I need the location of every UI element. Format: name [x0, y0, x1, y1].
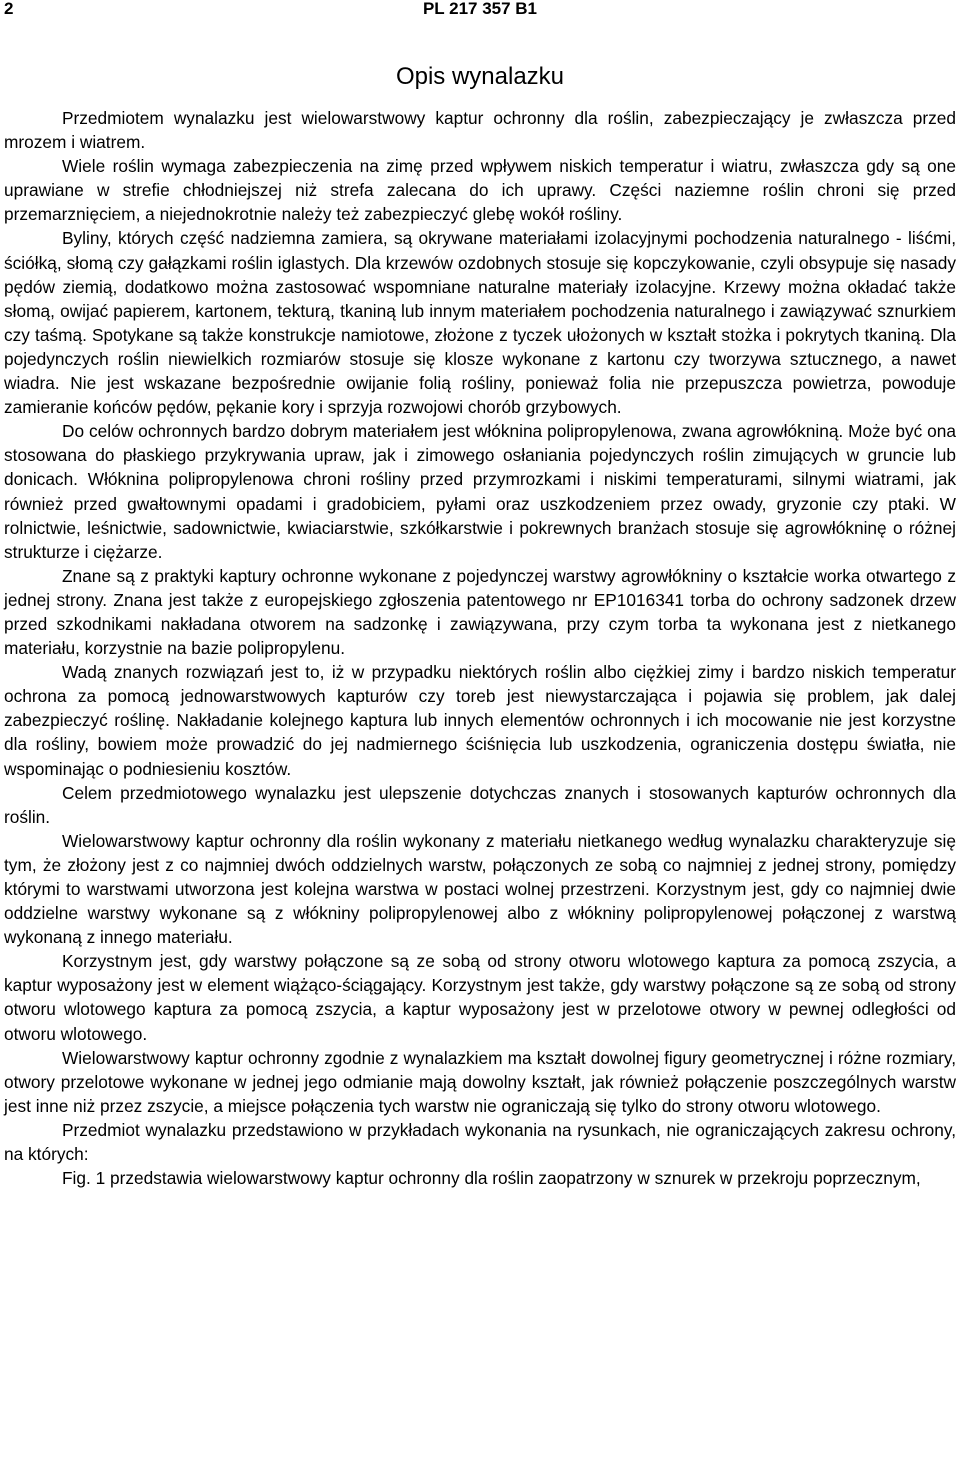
- paragraph: Wielowarstwowy kaptur ochronny zgodnie z wynalazkiem ma kształt dowolnej figury geometrycznej i różne rozmiary, otwory przelotowe wykonane w jednej jego odmianie mają dowolny kształt, jak również połączenie poszczególnych warstw jest inne niż przez zszycie, a miejsce połączenia tych warstw nie ograniczają się tylko do strony otworu wlotowego.: [4, 1047, 956, 1116]
- paragraph: Do celów ochronnych bardzo dobrym materiałem jest włóknina polipropylenowa, zwana agrowłókniną. Może być ona stosowana do płaskiego przykrywania upraw, jak i zimowego osłaniania pojedynczych roślin zimujących w gruncie lub donicach. Włóknina polipropylenowa chroni rośliny przed przymrozkami i niskimi temperaturami, silnymi wiatrami, jak również przed gwałtownymi opadami i gradobiciem, pyłami oraz uszkodzeniem przez owady, gryzonie czy ptaki. W rolnictwie, leśnictwie, sadownictwie, kwiaciarstwie, szkółkarstwie i pokrewnych branżach stosuje się agrowłókninę o różnej strukturze i ciężarze.: [4, 421, 956, 562]
- paragraph: Celem przedmiotowego wynalazku jest ulepszenie dotychczas znanych i stosowanych kapturów ochronnych dla roślin.: [4, 782, 956, 827]
- paragraph: Wadą znanych rozwiązań jest to, iż w przypadku niektórych roślin albo ciężkiej zimy i bardzo niskich temperatur ochrona za pomocą jednowarstwowych kapturów czy toreb jest niewystarczająca i pojawia się problem, jak dalej zabezpieczyć roślinę. Nakładanie kolejnego kaptura lub innych elementów ochronnych i ich mocowanie nie jest korzystne dla rośliny, bowiem może prowadzić do jej nadmiernego ściśnięcia lub uszkodzenia, ograniczenia dostępu światła, nie wspominając o podniesieniu kosztów.: [4, 662, 956, 779]
- patent-number: PL 217 357 B1: [422, 0, 538, 18]
- paragraph: Przedmiot wynalazku przedstawiono w przykładach wykonania na rysunkach, nie ograniczających zakresu ochrony, na których:: [4, 1119, 956, 1165]
- paragraph: Wielowarstwowy kaptur ochronny dla roślin wykonany z materiału nietkanego według wynalazku charakteryzuje się tym, że złożony jest z co najmniej dwóch oddzielnych warstw, połączonych ze sobą co najmniej z jednej strony, pomiędzy którymi to warstwami utworzona jest kolejna warstwa w postaci wolnej przestrzeni. Korzystnym jest, gdy co najmniej dwie oddzielne warstwy wykonane są z włókniny polipropylenowej albo z włókniny polipropylenowej połączonej z warstwą wykonaną z innego materiału.: [4, 830, 956, 948]
- paragraph: Wiele roślin wymaga zabezpieczenia na zimę przed wpływem niskich temperatur i wiatru, zwłaszcza gdy są one uprawiane w strefie chłodniejszej niż strefa zalecana do ich uprawy. Części naziemne roślin chroni się przed przemarznięciem, a niejednokrotnie należy też zabezpieczyć glebę wokół rośliny.: [4, 156, 956, 225]
- paragraph: Fig. 1 przedstawia wielowarstwowy kaptur ochronny dla roślin zaopatrzony w sznurek w przekroju poprzecznym,: [62, 1168, 921, 1189]
- paragraph: Byliny, których część nadziemna zamiera, są okrywane materiałami izolacyjnymi pochodzenia naturalnego - liśćmi, ściółką, słomą czy gałązkami roślin iglastych. Dla krzewów ozdobnych stosuje się kopczykowanie, czyli obsypuje się nasady pędów ziemią, dodatkowo można zastosować wspomniane naturalne materiały izolacyjne. Krzewy można okładać także słomą, owijać papierem, kartonem, tekturą, tkaniną lub innym materiałem pochodzenia naturalnego i zawiązywać sznurkiem czy taśmą. Spotykane są także konstrukcje namiotowe, złożone z tyczek ułożonych w kształt stożka i pokrytych tkaniną. Dla pojedynczych roślin niewielkich rozmiarów stosuje się klosze wykonane z kartonu czy tworzywa sztucznego, a nawet wiadra. Nie jest wskazane bezpośrednie owijanie folią rośliny, ponieważ folia nie przepuszcza powietrza, powoduje zamieranie końców pędów, pękanie kory i sprzyja rozwojowi chorób grzybowych.: [4, 228, 956, 418]
- paragraph: Korzystnym jest, gdy warstwy połączone są ze sobą od strony otworu wlotowego kaptura za pomocą zszycia, a kaptur wyposażony jest w element wiążąco-ściągający. Korzystnym jest także, gdy warstwy połączone są ze sobą od strony otworu wlotowego kaptura za pomocą zszycia, a kaptur wyposażony jest w przelotowe otwory w pewnej odległości od otworu wlotowego.: [4, 951, 956, 1044]
- page-number: 2: [4, 0, 14, 18]
- section-title: Opis wynalazku: [395, 63, 565, 90]
- paragraph: Przedmiotem wynalazku jest wielowarstwowy kaptur ochronny dla roślin, zabezpieczający je zwłaszcza przed mrozem i wiatrem.: [4, 108, 956, 153]
- paragraph: Znane są z praktyki kaptury ochronne wykonane z pojedynczej warstwy agrowłókniny o kształcie worka otwartego z jednej strony. Znana jest także z europejskiego zgłoszenia patentowego nr EP1016341 torba do ochrony sadzonek drzew przed szkodnikami nakładana otworem na sadzonkę i zawiązywana, przy czym torba ta wykonana jest z nietkanego materiału, korzystnie na bazie polipropylenu.: [4, 565, 956, 659]
- description-body: [4, 106, 956, 1190]
